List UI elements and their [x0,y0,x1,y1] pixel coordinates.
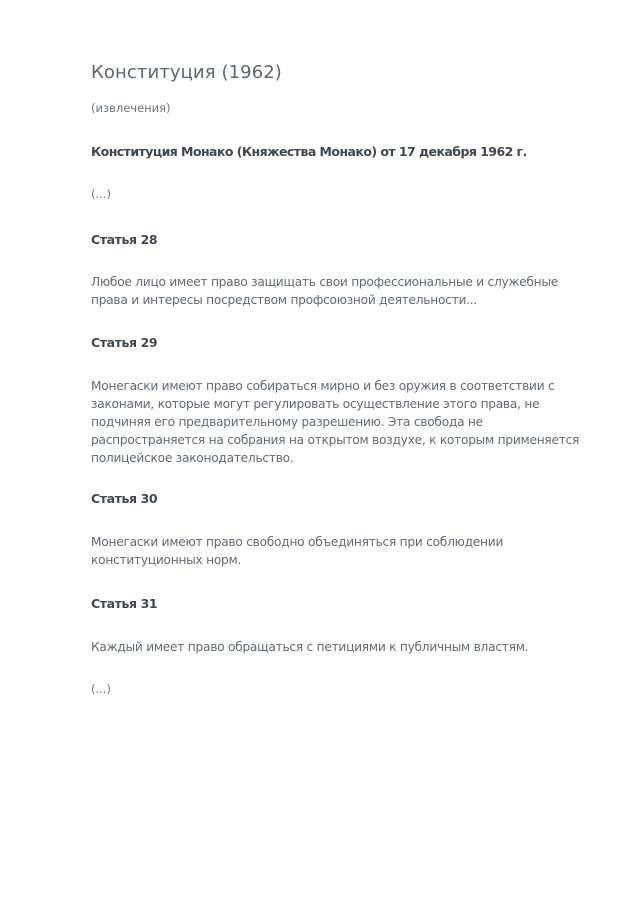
article-28-heading: Статья 28 [91,232,158,247]
text-line: Монегаски имеют право свободно объединяться при соблюдении [91,535,504,549]
article-29-text [91,377,591,467]
text-line: конституционных норм. [91,553,242,567]
document-title: Конституция (1962) [91,62,282,83]
text-line: полицейское законодательство. [91,451,294,465]
omission-marker-bottom: (...) [91,682,111,696]
text-line: распространяется на собрания на открытом воздухе, к которым применяется [91,433,580,447]
text-line: Монегаски имеют право собираться мирно и без оружия в соответствии с [91,379,555,393]
article-29-heading: Статья 29 [91,335,158,350]
document-heading: Конституция Монако (Княжества Монако) от 17 декабря 1962 г. [91,144,527,159]
text-line: права и интересы посредством профсоюзной деятельности... [91,293,477,307]
article-30-heading: Статья 30 [91,491,158,506]
article-31-heading: Статья 31 [91,596,158,611]
text-line: подчиняя его предварительному разрешению. Эта свобода не [91,415,483,429]
text-line: Каждый имеет право обращаться с петициями к публичным властям. [91,640,529,654]
text-line: Любое лицо имеет право защищать свои профессиональные и служебные [91,275,559,289]
article-28-text [91,273,591,309]
text-line: законами, которые могут регулировать осуществление этого права, не [91,397,540,411]
article-30-text [91,533,591,569]
omission-marker-top: (...) [91,187,111,201]
article-31-text [91,638,591,656]
document-subtitle: (извлечения) [91,101,171,115]
